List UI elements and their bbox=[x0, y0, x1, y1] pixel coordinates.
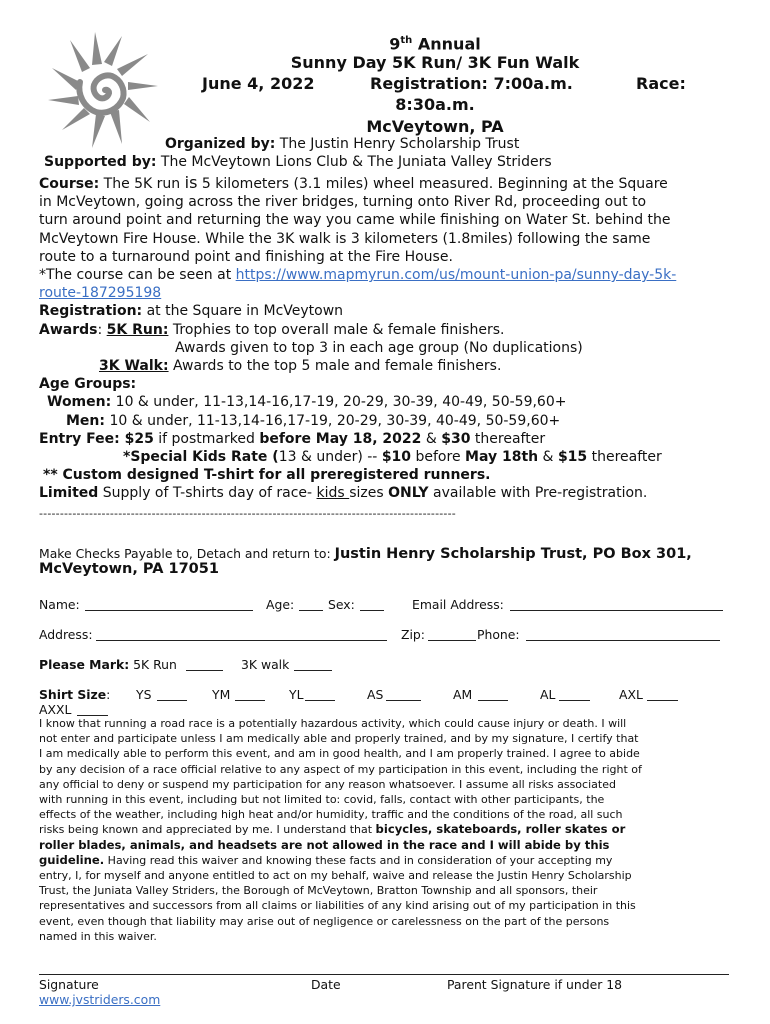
size-axl: AXL bbox=[619, 687, 643, 702]
size-axl-field[interactable] bbox=[647, 688, 678, 701]
please-mark: Please Mark: 5K Run bbox=[39, 657, 177, 672]
event-title-line2: Sunny Day 5K Run/ 3K Fun Walk bbox=[290, 53, 580, 72]
age-groups-women: Women: 10 & under, 11-13,14-16,17-19, 20-29, 30-39, 40-49, 50-59,60+ bbox=[47, 394, 567, 411]
age-field[interactable] bbox=[299, 598, 323, 611]
mark-5k-field[interactable] bbox=[186, 658, 223, 671]
organized-by: Organized by: The Justin Henry Scholarship Trust bbox=[165, 136, 520, 152]
supported-by: Supported by: The McVeytown Lions Club & The Juniata Valley Striders bbox=[44, 154, 552, 170]
size-as-field[interactable] bbox=[386, 688, 421, 701]
event-location: McVeytown, PA bbox=[366, 117, 504, 136]
mark-3k-field[interactable] bbox=[294, 658, 332, 671]
awards-5k: Awards: 5K Run: Trophies to top overall male & female finishers. bbox=[39, 321, 505, 338]
zip-label: Zip: bbox=[401, 627, 425, 642]
size-ys-field[interactable] bbox=[157, 688, 187, 701]
limited-tshirt-note: Limited Supply of T-shirts day of race- kids sizes ONLY available with Pre-registration. bbox=[39, 485, 648, 502]
race-time: 8:30a.m. bbox=[395, 95, 475, 114]
size-ym-field[interactable] bbox=[235, 688, 265, 701]
sex-field[interactable] bbox=[360, 598, 384, 611]
size-yl-field[interactable] bbox=[305, 688, 335, 701]
shirt-size-label: Shirt Size: bbox=[39, 687, 111, 702]
awards-3k: 3K Walk: Awards to the top 5 male and female finishers. bbox=[99, 358, 502, 375]
size-am: AM bbox=[453, 687, 473, 702]
kids-rate: *Special Kids Rate (13 & under) -- $10 before May 18th & $15 thereafter bbox=[123, 449, 662, 466]
website-link[interactable]: www.jvstriders.com bbox=[39, 992, 161, 1007]
parent-signature-label: Parent Signature if under 18 bbox=[447, 977, 623, 992]
registration-time: Registration: 7:00a.m. bbox=[370, 74, 573, 93]
course-map-link[interactable]: https://www.mapmyrun.com/us/mount-union-pa/sunny-day-5k- bbox=[235, 267, 677, 284]
race-label: Race: bbox=[636, 74, 686, 93]
registration-location: Registration: at the Square in McVeytown bbox=[39, 303, 344, 320]
address-label: Address: bbox=[39, 627, 93, 642]
size-axxl-field[interactable] bbox=[77, 703, 108, 716]
zip-field[interactable] bbox=[428, 628, 476, 641]
email-label: Email Address: bbox=[412, 597, 504, 612]
size-al-field[interactable] bbox=[559, 688, 590, 701]
age-label: Age: bbox=[266, 597, 295, 612]
size-yl: YL bbox=[289, 687, 304, 702]
address-field[interactable] bbox=[96, 628, 387, 641]
size-as: AS bbox=[367, 687, 384, 702]
event-date: June 4, 2022 bbox=[202, 74, 315, 93]
checks-city: McVeytown, PA 17051 bbox=[39, 561, 219, 577]
custom-tshirt-note: ** Custom designed T-shirt for all preregistered runners. bbox=[43, 467, 491, 484]
phone-field[interactable] bbox=[526, 628, 720, 641]
name-field[interactable] bbox=[85, 598, 253, 611]
size-al: AL bbox=[540, 687, 556, 702]
detach-separator: ---------------------------------------------------------------------------------------------------- bbox=[39, 507, 456, 520]
age-groups-label: Age Groups: bbox=[39, 376, 137, 393]
sex-label: Sex: bbox=[328, 597, 355, 612]
age-groups-men: Men: 10 & under, 11-13,14-16,17-19, 20-29, 30-39, 40-49, 50-59,60+ bbox=[66, 412, 561, 429]
size-ym: YM bbox=[212, 687, 231, 702]
date-label: Date bbox=[311, 977, 341, 992]
course-description: Course: The 5K run is 5 kilometers (3.1 miles) wheel measured. Beginning at the Square in McVeytown, going across the river bridges, turning onto River Rd, proceeding out to turn around point and returning the way you came while finishing on Water St. behind the McVeytown Fire House. While the 3K walk is 3 kilometers (1.8miles) following the same route to a turnaround point and finishing at the Fire House. *The course can be seen at https://www.mapmyrun.com/us/mount-union-pa/sunny-day-5k- route-187295198 Registration: at the Square in McVeytown Awards: 5K Run: Trophies to top overall male & female finishers. Awards given to top 3 in each age group (No duplications) 3K Walk: Awards to the top 5 male and female finishers. Age Groups: Women: 10 & under, 11-13,14-16,17-19, 20-29, 30-39, 40-49, 50-59,60+ Men: 10 & under, 11-13,14-16,17-19, 20-29, 30-39, 40-49, 50-59,60+ Entry Fee: $25 if postmarked before May 18, 2022 & $30 thereafter *Special Kids Rate (13 & under) -- $10 before May 18th & $15 thereafter ** Custom designed T-shirt for all preregistered runners. Limited Supply of T-shirts day of race- kids sizes ONLY available with Pre-registration. bbox=[39, 174, 759, 503]
signature-label: Signature bbox=[39, 977, 99, 992]
sun-logo-icon bbox=[40, 24, 170, 154]
phone-label: Phone: bbox=[477, 627, 520, 642]
entry-fee: Entry Fee: $25 if postmarked before May 18, 2022 & $30 thereafter bbox=[39, 430, 546, 447]
course-map-link-cont[interactable]: route-187295198 bbox=[39, 285, 162, 302]
checks-payable: Make Checks Payable to, Detach and return to: Justin Henry Scholarship Trust, PO Box 301, bbox=[39, 546, 692, 562]
name-label: Name: bbox=[39, 597, 80, 612]
signature-line[interactable] bbox=[39, 974, 729, 975]
size-axxl: AXXL bbox=[39, 702, 72, 717]
mark-3k-label: 3K walk bbox=[241, 657, 290, 672]
waiver-text: I know that running a road race is a potentially hazardous activity, which could cause injury or death. I will not enter and participate unless I am medically able and properly trained, and by my signature, I certify that I am medically able to perform this event, and am in good health, and I am properly trained. I agree to abide by any decision of a race official relative to any aspect of my participation in this event, including the right of any official to deny or suspend my participation for any reason whatsoever. I assume all risks associated with running in this event, including but not limited to: covid, falls, contact with other participants, the effects of the weather, including high heat and/or humidity, traffic and the conditions of the road, all such risks being known and appreciated by me. I understand that bicycles, skateboards, roller skates or roller blades, animals, and headsets are not allowed in the race and I will abide by this guideline. Having read this waiver and knowing these facts and in consideration of your accepting my entry, I, for myself and anyone entitled to act on my behalf, waive and release the Justin Henry Scholarship Trust, the Juniata Valley Striders, the Borough of McVeytown, Bratton Township and all sponsors, their representatives and successors from all claims or liabilities of any kind arising out of my participation in this event, even though that liability may arise out of negligence or carelessness on the part of the persons named in this waiver. bbox=[39, 717, 642, 943]
event-title-line1: 9th Annual bbox=[389, 34, 481, 54]
size-ys: YS bbox=[136, 687, 152, 702]
size-am-field[interactable] bbox=[478, 688, 508, 701]
email-field[interactable] bbox=[510, 598, 723, 611]
